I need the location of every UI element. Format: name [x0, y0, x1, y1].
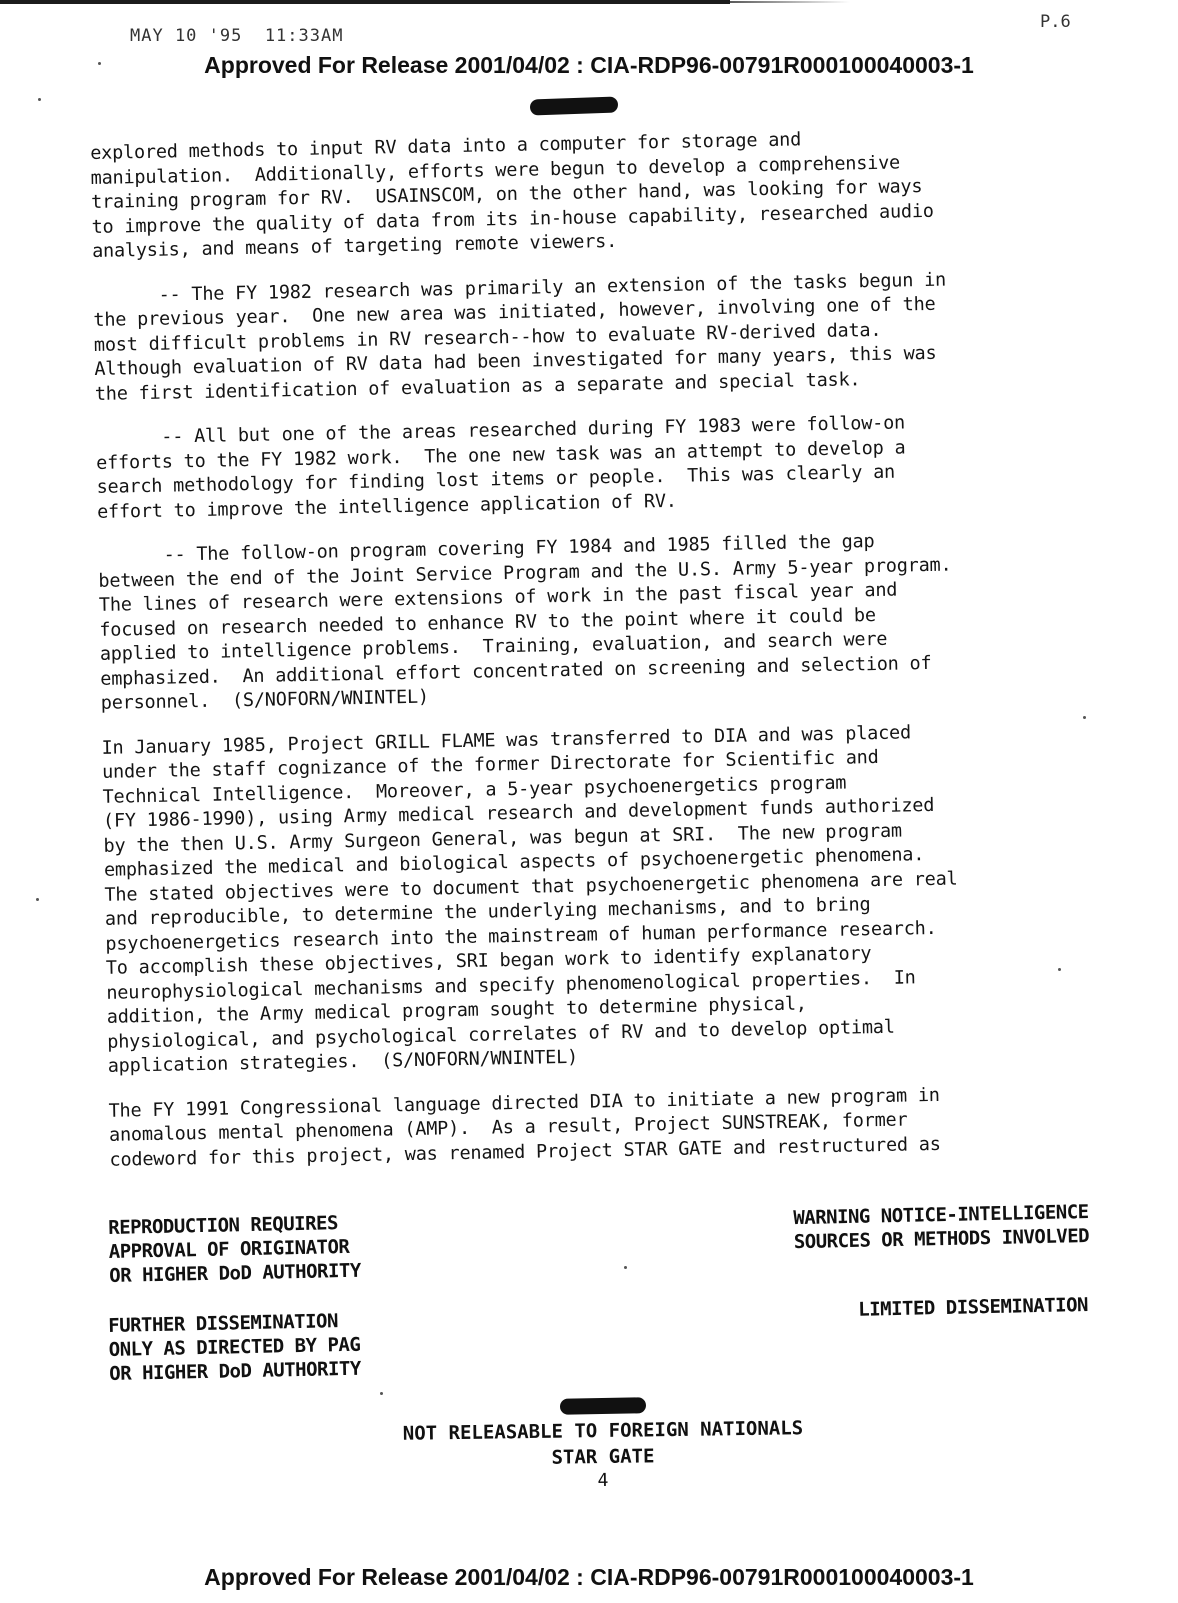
- release-banner-bottom: Approved For Release 2001/04/02 : CIA-RDP96-00791R000100040003-1: [204, 1564, 974, 1590]
- scan-speck: [38, 98, 41, 101]
- scan-speck: [98, 62, 101, 65]
- classification-redaction-bottom: [560, 1397, 646, 1414]
- paragraph-rv-methods: explored methods to input RV data into a computer for storage and manipulation. Additionally, efforts were begun to develop a comprehensive training program for RV. USAINSCOM, on the other hand, was looking for ways to improve the quality of data from its in-house capability, researched audio analysis, and means of targeting remote viewers.: [90, 129, 934, 262]
- scan-speck: [1083, 716, 1086, 719]
- paragraph-fy1984-1985: -- The follow-on program covering FY 1984 and 1985 filled the gap between the end of the Joint Service Program and the U.S. Army 5-year program. The lines of research were extensions of work in the past fiscal year and focused on research needed to enhance RV to the point where it could be applied to intelligence problems. Training, evaluation, and search were emphasized. An additional effort concentrated on screening and selection of personnel. (S/NOFORN/WNINTEL): [97, 531, 952, 714]
- paragraph-fy1983: -- All but one of the areas researched during FY 1983 were follow-on efforts to the FY 1982 work. The one new task was an attempt to develop a search methodology for finding lost items or people. This was clearly an effort to improve the intelligence application of RV.: [95, 412, 906, 523]
- scan-speck: [1058, 968, 1061, 971]
- fax-page-marker: P.6: [1040, 12, 1071, 32]
- fax-top-rule: [0, 0, 730, 4]
- page-number: 4: [597, 1469, 609, 1492]
- warning-notice: WARNING NOTICE-INTELLIGENCE SOURCES OR METHODS INVOLVED: [792, 1200, 1089, 1254]
- paragraph-fy1982: -- The FY 1982 research was primarily an extension of the tasks begun in the previous year. One new area was initiated, however, involving one of the most difficult problems in RV research--how to evaluate RV-derived data. Although evaluation of RV data had been investigated for many years, this was the first identification of evaluation as a separate and special task.: [92, 269, 947, 405]
- body-text: [90, 123, 1105, 1193]
- paragraph-january-1985: In January 1985, Project GRILL FLAME was transferred to DIA and was placed under the staff cognizance of the former Directorate for Scientific and Technical Intelligence. Moreover, a 5-year psychoenergetics program (FY 1986-1990), using Army medical research and development funds authorized by the then U.S. Army Surgeon General, was begun at SRI. The new program emphasized the medical and biological aspects of psychoenergetic phenomena. The stated objectives were to document that psychoenergetic phenomena are real and reproducible, to determine the underlying mechanisms, and to bring psychoenergetics research into the mainstream of human performance research. To accomplish these objectives, SRI began work to identify explanatory neurophysiological mechanisms and specify phenomenological properties. In addition, the Army medical program sought to determine physical, physiological, and psychological correlates of RV and to develop optimal application strategies. (S/NOFORN/WNINTEL): [101, 721, 958, 1077]
- fax-top-rule-fade: [730, 1, 850, 3]
- limited-dissemination-notice: LIMITED DISSEMINATION: [858, 1293, 1089, 1321]
- paragraph-fy1991: The FY 1991 Congressional language directed DIA to initiate a new program in anomalous mental phenomena (AMP). As a result, Project SUNSTREAK, former codeword for this project, was renamed Project STAR GATE and restructured as: [108, 1084, 941, 1171]
- classification-redaction-top: [530, 96, 619, 115]
- scan-speck: [624, 1266, 627, 1269]
- program-name: STAR GATE: [551, 1445, 655, 1469]
- release-banner-top: Approved For Release 2001/04/02 : CIA-RDP96-00791R000100040003-1: [204, 52, 974, 78]
- reproduction-notice: REPRODUCTION REQUIRES APPROVAL OF ORIGINATOR OR HIGHER DoD AUTHORITY: [108, 1212, 362, 1287]
- further-dissemination-notice: FURTHER DISSEMINATION ONLY AS DIRECTED BY PAG OR HIGHER DoD AUTHORITY: [108, 1310, 362, 1385]
- not-releasable-notice: NOT RELEASABLE TO FOREIGN NATIONALS: [402, 1417, 804, 1445]
- fax-datetime: MAY 10 '95 11:33AM: [130, 26, 344, 46]
- scan-speck: [36, 898, 39, 901]
- scan-speck: [380, 1392, 383, 1395]
